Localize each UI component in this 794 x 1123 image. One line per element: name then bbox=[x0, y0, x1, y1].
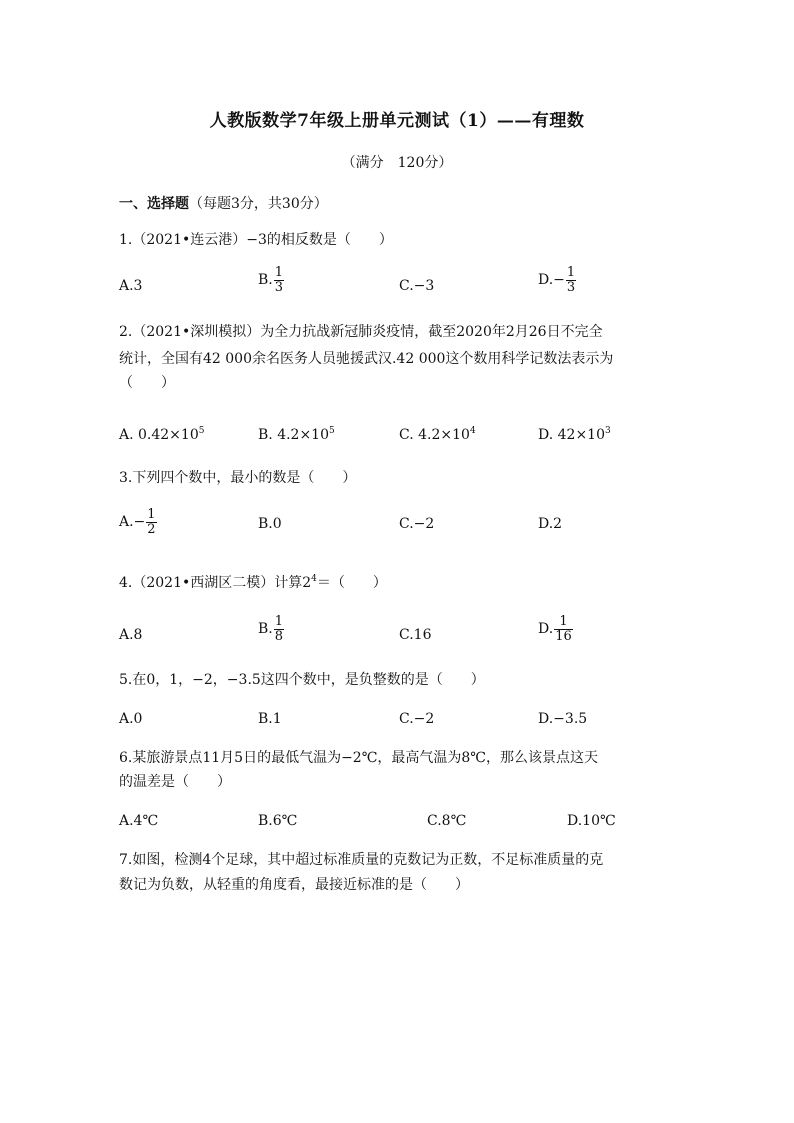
fraction-denominator: 3 bbox=[566, 279, 576, 295]
question-3-text: 3.下列四个数中，最小的数是（ ） bbox=[119, 470, 357, 486]
question-4-base: 4.（2021•西湖区二模）计算2 bbox=[119, 575, 312, 591]
q4-option-a: A.8 bbox=[119, 627, 143, 643]
q6-option-c: C.8℃ bbox=[427, 813, 467, 829]
q2-option-a bbox=[119, 421, 204, 445]
q4-option-b-fraction bbox=[274, 615, 284, 643]
q2-option-d-base: D. 42×10 bbox=[538, 427, 605, 443]
q2-option-c bbox=[399, 421, 476, 445]
question-6-line-2: 的温差是（ ） bbox=[119, 774, 231, 790]
q4-option-b bbox=[258, 615, 285, 643]
section-label: 一、选择题 bbox=[119, 196, 189, 212]
q3-option-b: B.0 bbox=[258, 516, 282, 532]
q2-option-a-base: A. 0.42×10 bbox=[119, 427, 199, 443]
q4-option-d-fraction bbox=[554, 615, 573, 643]
q5-option-c: C.−2 bbox=[399, 711, 435, 727]
question-4-exponent: 4 bbox=[311, 574, 317, 584]
q3-option-a-prefix: A.− bbox=[119, 514, 146, 531]
section-note: （每题3分，共30分） bbox=[189, 196, 328, 212]
q3-option-d: D.2 bbox=[538, 516, 563, 532]
q4-option-d bbox=[538, 615, 574, 643]
q5-option-d: D.−3.5 bbox=[538, 711, 588, 727]
q3-option-c: C.−2 bbox=[399, 516, 435, 532]
question-7-line-2: 数记为负数，从轻重的角度看，最接近标准的是（ ） bbox=[119, 877, 469, 893]
question-6-line-1: 6.某旅游景点11月5日的最低气温为−2℃，最高气温为8℃，那么该景点这天 bbox=[119, 750, 598, 766]
q6-option-a: A.4℃ bbox=[119, 813, 159, 829]
fraction-denominator: 2 bbox=[147, 521, 156, 537]
q6-option-d: D.10℃ bbox=[567, 813, 616, 829]
document-title: 人教版数学7年级上册单元测试（1）——有理数 bbox=[209, 111, 585, 131]
fraction-denominator: 3 bbox=[274, 279, 284, 295]
document-subtitle: （满分 120分） bbox=[341, 155, 453, 171]
question-4-text bbox=[119, 566, 387, 596]
fraction-numerator: 1 bbox=[559, 614, 568, 629]
question-2-line-2: 统计，全国有42 000余名医务人员驰援武汉.42 000这个数用科学记数法表示为 bbox=[119, 351, 614, 367]
fraction-numerator: 1 bbox=[274, 614, 284, 629]
q1-option-c: C.−3 bbox=[399, 278, 435, 294]
q1-option-d-prefix: D.− bbox=[538, 272, 565, 289]
q5-option-b: B.1 bbox=[258, 711, 282, 727]
fraction-denominator: 16 bbox=[555, 628, 572, 644]
q1-option-b-fraction bbox=[274, 266, 284, 294]
q2-option-c-base: C. 4.2×10 bbox=[399, 427, 470, 443]
question-2-line-1: 2.（2021•深圳模拟）为全力抗战新冠肺炎疫情，截至2020年2月26日不完全 bbox=[119, 324, 603, 340]
q3-option-a bbox=[119, 508, 158, 536]
q1-option-b-prefix: B. bbox=[258, 272, 273, 289]
q2-option-b bbox=[258, 421, 335, 445]
q2-option-b-exponent: 5 bbox=[329, 426, 335, 436]
q5-option-a: A.0 bbox=[119, 711, 143, 727]
fraction-numerator: 1 bbox=[566, 265, 576, 280]
q1-option-d bbox=[538, 266, 577, 294]
question-1-text: 1.（2021•连云港）−3的相反数是（ ） bbox=[119, 232, 393, 248]
q1-option-a: A.3 bbox=[119, 278, 143, 294]
section-heading bbox=[119, 193, 328, 213]
q2-option-a-exponent: 5 bbox=[198, 426, 205, 436]
q6-option-b: B.6℃ bbox=[258, 813, 298, 829]
q2-option-b-base: B. 4.2×10 bbox=[258, 427, 329, 443]
q1-option-d-fraction bbox=[566, 266, 576, 294]
question-7-line-1: 7.如图，检测4个足球，其中超过标准质量的克数记为正数，不足标准质量的克 bbox=[119, 852, 604, 868]
question-5-text: 5.在0，1，−2，−3.5这四个数中，是负整数的是（ ） bbox=[119, 672, 485, 688]
question-4-rest: ＝（ ） bbox=[316, 575, 387, 591]
question-2-line-3: （ ） bbox=[119, 375, 175, 391]
fraction-numerator: 1 bbox=[274, 265, 284, 280]
fraction-numerator: 1 bbox=[147, 507, 156, 522]
q4-option-d-prefix: D. bbox=[538, 621, 554, 638]
q4-option-c: C.16 bbox=[399, 627, 432, 643]
q3-option-a-fraction bbox=[146, 508, 156, 536]
q4-option-b-prefix: B. bbox=[258, 621, 273, 638]
q2-option-c-exponent: 4 bbox=[469, 426, 476, 436]
q2-option-d bbox=[538, 421, 611, 445]
fraction-denominator: 8 bbox=[274, 628, 284, 644]
q2-option-d-exponent: 3 bbox=[605, 426, 611, 436]
q1-option-b bbox=[258, 266, 285, 294]
